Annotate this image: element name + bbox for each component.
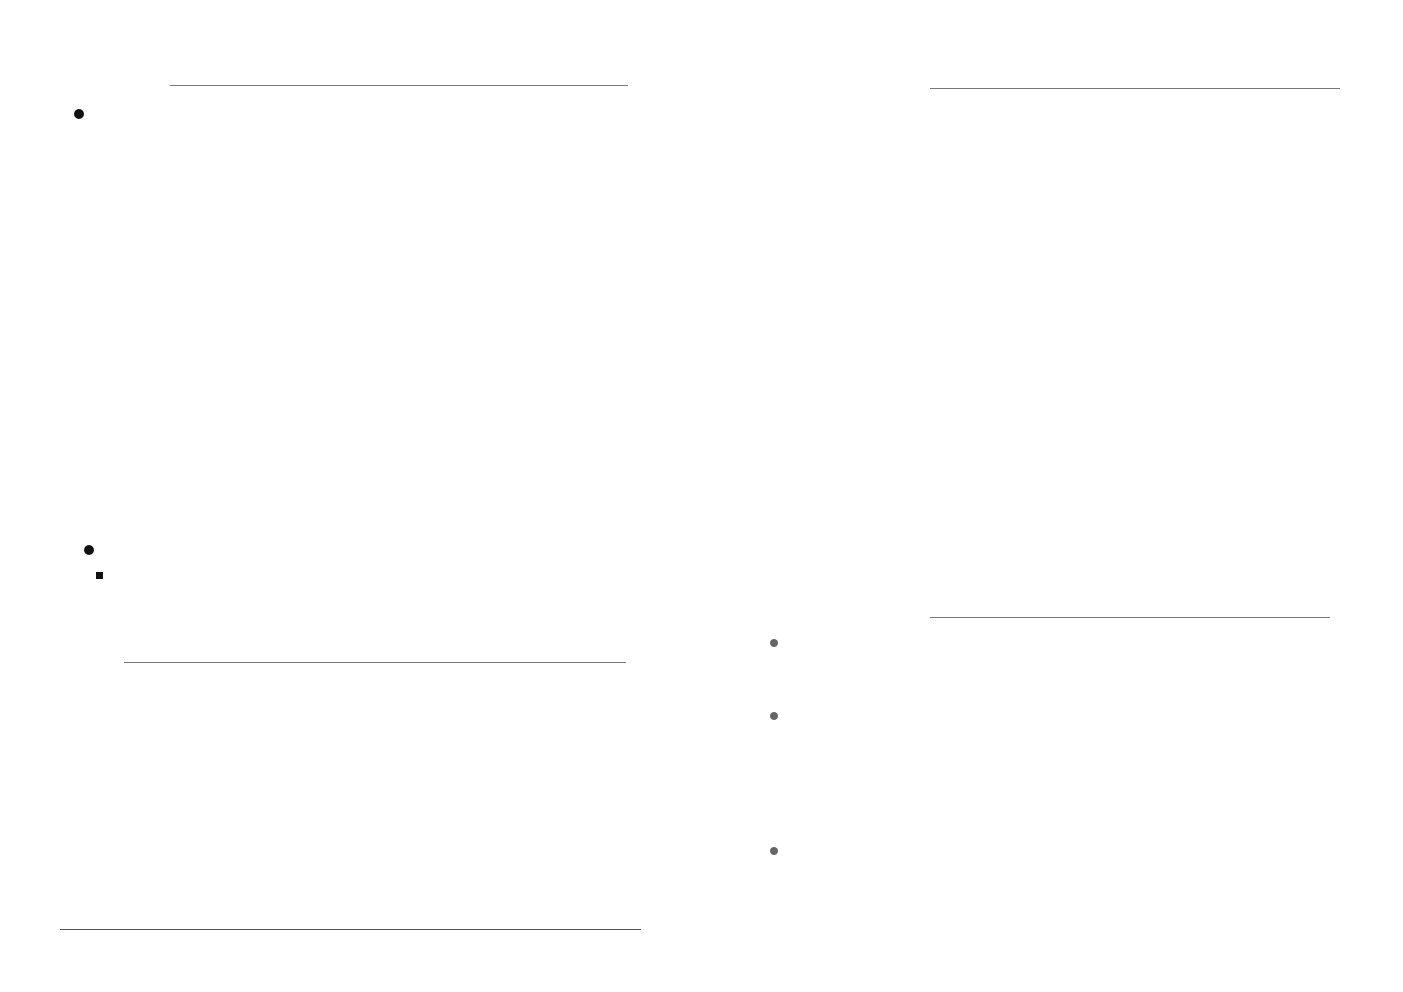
afternoon-service-heading	[74, 106, 92, 126]
sunday-bus-heading	[770, 709, 784, 725]
wednesday-bus-heading	[770, 844, 784, 860]
worship-title-rule	[170, 85, 628, 86]
dawn-bus-heading	[770, 636, 784, 652]
offering-title-rule	[930, 88, 1340, 89]
bus-title-rule	[930, 617, 1330, 618]
bullet-square-icon	[96, 572, 103, 579]
bullet-dot-icon	[770, 712, 778, 720]
bullet-dot-icon	[74, 109, 84, 119]
bullet-dot-icon	[770, 639, 778, 647]
offering-section-title	[766, 74, 770, 99]
meetings-title-rule	[124, 662, 626, 663]
bullet-dot-icon	[84, 545, 94, 555]
left-bottom-rule	[60, 929, 641, 930]
bullet-dot-icon	[770, 847, 778, 855]
dawn-prayer-heading	[84, 542, 102, 562]
dawn-prayer-sub	[96, 567, 115, 587]
